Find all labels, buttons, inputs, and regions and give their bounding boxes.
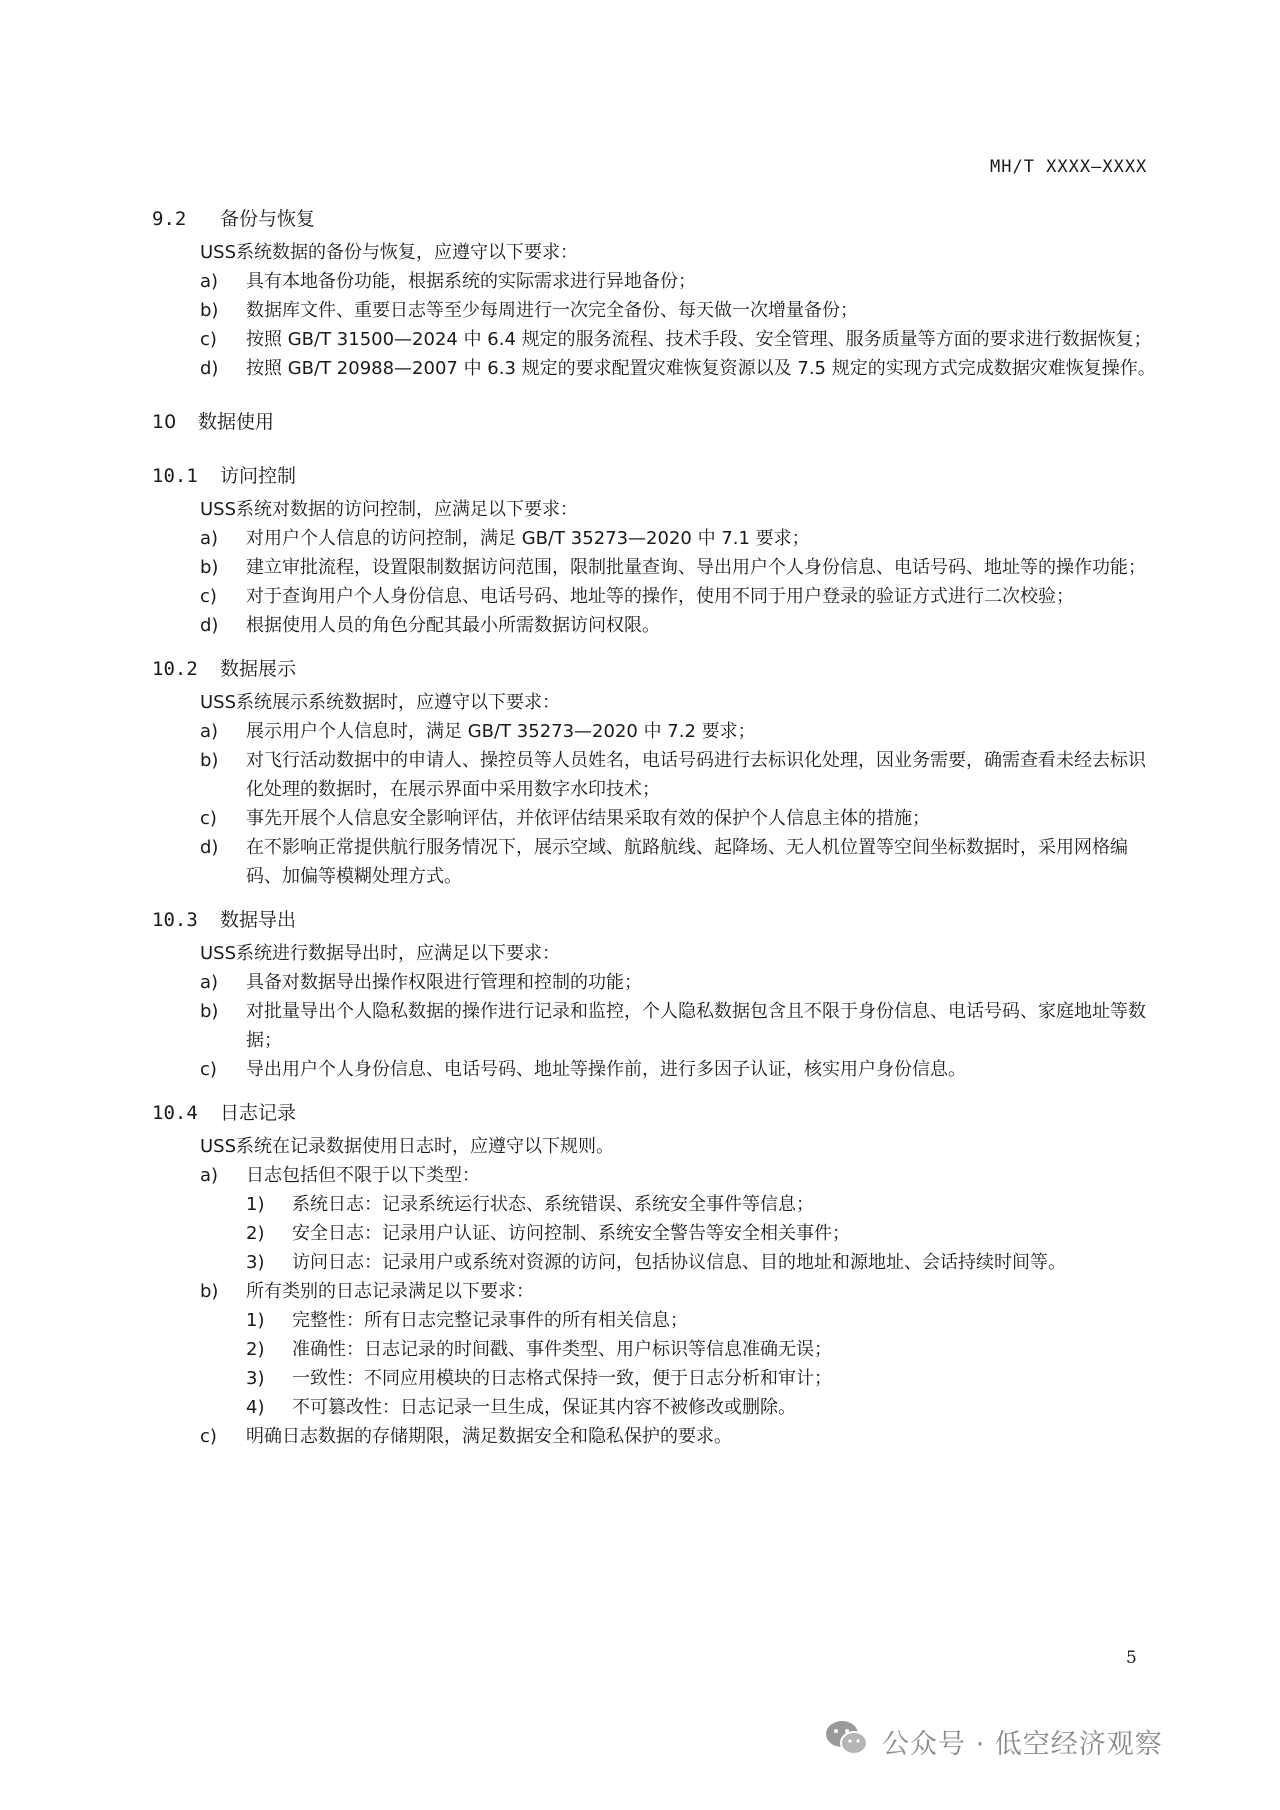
section-intro: USS系统在记录数据使用日志时，应遵守以下规则。 (200, 1136, 615, 1157)
list-marker: b) (200, 750, 219, 771)
section-number: 9.2 (152, 208, 187, 230)
list-marker: a) (200, 1165, 219, 1186)
section-number: 10.3 (152, 909, 198, 931)
section-heading-10-2 (152, 654, 1162, 684)
document-id: MH/T XXXX—XXXX (990, 157, 1148, 177)
list-text: 对于查询用户个人身份信息、电话号码、地址等的操作，使用不同于用户登录的验证方式进行二次校验； (246, 586, 1074, 607)
list-marker: d) (200, 837, 219, 858)
sub-list-marker: 3) (246, 1252, 265, 1273)
list-item (200, 1161, 1162, 1190)
section-title: 日志记录 (220, 1102, 297, 1124)
section-number: 10.1 (152, 465, 198, 487)
section-number: 10.2 (152, 658, 198, 680)
list-marker: c) (200, 808, 217, 829)
list-item (200, 611, 1162, 640)
sub-list-item (246, 1248, 1162, 1277)
wechat-icon (824, 1718, 870, 1765)
sub-list-item (246, 1219, 1162, 1248)
list-marker: c) (200, 1059, 217, 1080)
sub-list-marker: 2) (246, 1339, 265, 1360)
list-marker: d) (200, 615, 219, 636)
list-text: 事先开展个人信息安全影响评估，并依评估结果采取有效的保护个人信息主体的措施； (246, 808, 930, 829)
list-item (200, 354, 1162, 383)
list-text: 明确日志数据的存储期限，满足数据安全和隐私保护的要求。 (246, 1426, 732, 1447)
section-heading-9-2 (152, 204, 1162, 234)
sub-list-text: 不可篡改性：日志记录一旦生成，保证其内容不被修改或删除。 (292, 1397, 796, 1418)
section-intro: USS系统展示系统数据时，应遵守以下要求： (200, 692, 561, 713)
list-item (200, 997, 1162, 1055)
list-item (200, 553, 1162, 582)
list-marker: b) (200, 300, 219, 321)
list-item (200, 296, 1162, 325)
list-marker: c) (200, 329, 217, 350)
list-marker: c) (200, 1426, 217, 1447)
list-item (200, 804, 1162, 833)
sub-list-text: 安全日志：记录用户认证、访问控制、系统安全警告等安全相关事件； (292, 1223, 850, 1244)
section-title: 备份与恢复 (220, 208, 316, 230)
sub-list-item (246, 1393, 1162, 1422)
list-item (200, 267, 1162, 296)
document-body (152, 204, 1162, 1451)
list-text: 具备对数据导出操作权限进行管理和控制的功能； (246, 972, 642, 993)
sub-list-marker: 2) (246, 1223, 265, 1244)
section-number: 10.4 (152, 1102, 198, 1124)
sub-list-marker: 3) (246, 1368, 265, 1389)
section-heading-10-1 (152, 461, 1162, 491)
section-intro: USS系统数据的备份与恢复，应遵守以下要求： (200, 242, 579, 263)
list-marker: a) (200, 721, 219, 742)
chapter-heading-10 (152, 407, 1162, 437)
section-title: 访问控制 (220, 465, 297, 487)
list-text: 具有本地备份功能，根据系统的实际需求进行异地备份； (246, 271, 696, 292)
list-text: 数据库文件、重要日志等至少每周进行一次完全备份、每天做一次增量备份； (246, 300, 858, 321)
list-item (200, 1277, 1162, 1306)
sub-list-item (246, 1306, 1162, 1335)
list-text: 根据使用人员的角色分配其最小所需数据访问权限。 (246, 615, 660, 636)
page-number: 5 (1126, 1648, 1137, 1668)
list-marker: a) (200, 271, 219, 292)
list-marker: b) (200, 557, 219, 578)
list-item (200, 968, 1162, 997)
list-marker: a) (200, 972, 219, 993)
list-text: 在不影响正常提供航行服务情况下，展示空域、航路航线、起降场、无人机位置等空间坐标数据时，采用网格编码、加偏等模糊处理方式。 (246, 837, 1128, 887)
sub-list-marker: 1) (246, 1310, 265, 1331)
chapter-number: 10 (152, 411, 177, 433)
list-marker: a) (200, 528, 219, 549)
list-item (200, 524, 1162, 553)
list-text: 按照 GB/T 31500—2024 中 6.4 规定的服务流程、技术手段、安全管理、服务质量等方面的要求进行数据恢复； (246, 329, 1152, 350)
list-text: 对用户个人信息的访问控制，满足 GB/T 35273—2020 中 7.1 要求； (246, 528, 810, 549)
list-text: 展示用户个人信息时，满足 GB/T 35273—2020 中 7.2 要求； (246, 721, 756, 742)
list-text: 所有类别的日志记录满足以下要求： (246, 1281, 534, 1302)
sub-list-marker: 1) (246, 1194, 265, 1215)
sub-list-item (246, 1364, 1162, 1393)
section-intro: USS系统对数据的访问控制，应满足以下要求： (200, 499, 579, 520)
chapter-title: 数据使用 (198, 411, 275, 433)
sub-list-item (246, 1190, 1162, 1219)
sub-list-marker: 4) (246, 1397, 265, 1418)
section-heading-10-4 (152, 1098, 1162, 1128)
list-text: 对批量导出个人隐私数据的操作进行记录和监控，个人隐私数据包含且不限于身份信息、电话号码、家庭地址等数据； (246, 1001, 1146, 1051)
list-marker: d) (200, 358, 219, 379)
list-item (200, 325, 1162, 354)
section-intro: USS系统进行数据导出时，应满足以下要求： (200, 943, 561, 964)
section-title: 数据导出 (220, 909, 297, 931)
sub-list-text: 准确性：日志记录的时间戳、事件类型、用户标识等信息准确无误； (292, 1339, 832, 1360)
list-text: 对飞行活动数据中的申请人、操控员等人员姓名，电话号码进行去标识化处理，因业务需要，确需查看未经去标识化处理的数据时，在展示界面中采用数字水印技术； (246, 750, 1146, 800)
list-item (200, 1422, 1162, 1451)
section-title: 数据展示 (220, 658, 297, 680)
list-item (200, 582, 1162, 611)
list-text: 建立审批流程，设置限制数据访问范围，限制批量查询、导出用户个人身份信息、电话号码、地址等的操作功能； (246, 557, 1146, 578)
list-item (200, 746, 1162, 804)
list-item (200, 833, 1162, 891)
sub-list-item (246, 1335, 1162, 1364)
list-marker: c) (200, 586, 217, 607)
list-item (200, 1055, 1162, 1084)
watermark-text: 公众号 · 低空经济观察 (882, 1729, 1163, 1760)
sub-list-text: 完整性：所有日志完整记录事件的所有相关信息； (292, 1310, 688, 1331)
sub-list-text: 一致性：不同应用模块的日志格式保持一致，便于日志分析和审计； (292, 1368, 832, 1389)
section-heading-10-3 (152, 905, 1162, 935)
list-text: 导出用户个人身份信息、电话号码、地址等操作前，进行多因子认证，核实用户身份信息。 (246, 1059, 966, 1080)
sub-list-text: 访问日志：记录用户或系统对资源的访问，包括协议信息、目的地址和源地址、会话持续时间等。 (292, 1252, 1066, 1273)
list-marker: b) (200, 1281, 219, 1302)
list-text: 按照 GB/T 20988—2007 中 6.3 规定的要求配置灾难恢复资源以及 7.5 规定的实现方式完成数据灾难恢复操作。 (246, 358, 1156, 379)
list-text: 日志包括但不限于以下类型： (246, 1165, 480, 1186)
list-marker: b) (200, 1001, 219, 1022)
sub-list-text: 系统日志：记录系统运行状态、系统错误、系统安全事件等信息； (292, 1194, 814, 1215)
list-item (200, 717, 1162, 746)
watermark (824, 1718, 1163, 1765)
